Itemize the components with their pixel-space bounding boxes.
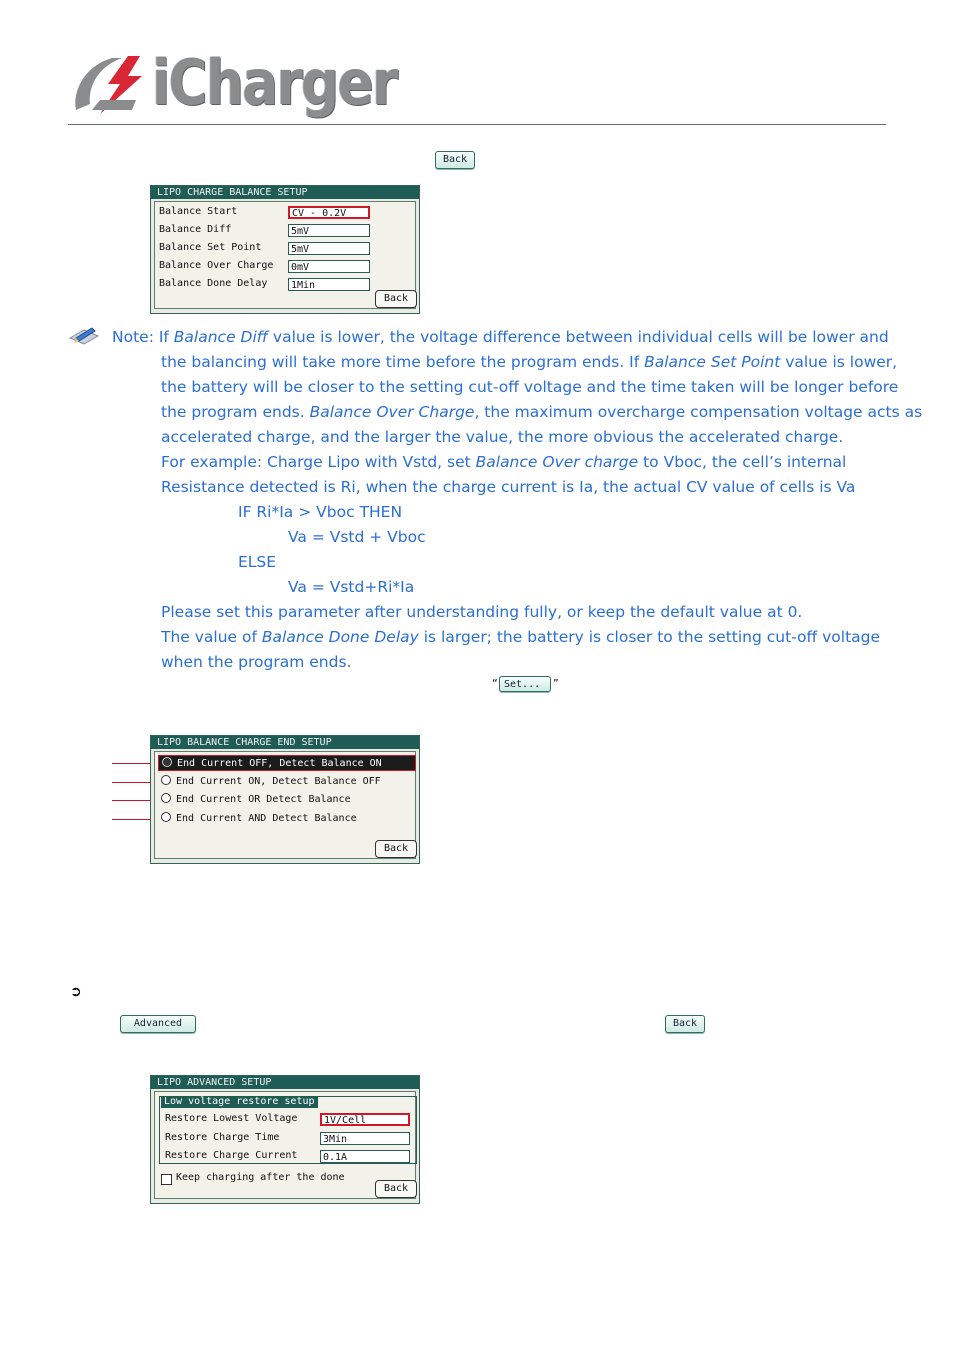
option-label: End Current AND Detect Balance [176,813,357,824]
balance-diff-label: Balance Diff [159,224,232,235]
term-balance-over-charge: Balance Over Charge [309,403,475,421]
radio-icon [161,812,171,822]
balance-start-label: Balance Start [159,206,238,217]
panel-title: LIPO CHARGE BALANCE SETUP [151,186,419,199]
restore-charge-current-label: Restore Charge Current [165,1150,298,1161]
advanced-setup-panel [150,1075,420,1204]
note-line-14: when the program ends. [161,653,352,671]
note-line-5: accelerated charge, and the larger the value, the more obvious the accelerated charge. [161,428,844,446]
panel-title: LIPO BALANCE CHARGE END SETUP [151,736,419,749]
note-text: the program ends. [161,403,310,421]
note-line-4 [161,400,922,425]
keep-charging-checkbox[interactable] [161,1174,172,1185]
term-balance-over-charge-2: Balance Over charge [475,453,639,471]
keep-charging-label: Keep charging after the done [176,1172,345,1183]
note-text: to Vboc, the cell’s internal [638,453,847,471]
radio-icon [162,757,172,767]
note-line-2 [161,350,897,375]
note-line-3: the battery will be closer to the setting cut-off voltage and the time taken will be longer before [161,378,899,396]
logo-wordmark: iCharger [152,46,397,119]
balance-set-point-field[interactable]: 5mV [288,242,370,255]
note-text: The value of [161,628,262,646]
panel-back-button[interactable]: Back [375,1180,417,1198]
restore-group-title: Low voltage restore setup [161,1096,318,1108]
term-balance-diff: Balance Diff [173,328,268,346]
restore-charge-time-field[interactable]: 3Min [320,1132,410,1145]
balance-diff-field[interactable]: 5mV [288,224,370,237]
panel-back-button[interactable]: Back [375,840,417,858]
note-line-9: Va = Vstd + Vboc [288,528,426,546]
panel-body [154,201,416,309]
note-text: For example: Charge Lipo with Vstd, set [161,453,476,471]
note-line-7: Resistance detected is Ri, when the charge current is Ia, the actual CV value of cells is Va [161,478,856,496]
panel-title: LIPO ADVANCED SETUP [151,1076,419,1089]
arrow-bullet-icon: ➲ [70,984,82,1000]
note-line-13 [161,625,880,650]
set-reference [492,676,498,692]
note-text: value is lower, the voltage difference between individual cells will be lower and [267,328,889,346]
note-line-10: ELSE [238,553,277,571]
option-label: End Current OFF, Detect Balance ON [177,758,382,769]
term-balance-set-point: Balance Set Point [644,353,781,371]
end-option-2[interactable] [158,774,416,790]
panel-body [154,1091,416,1199]
radio-icon [161,775,171,785]
note-line-8: IF Ri*Ia > Vboc THEN [238,503,403,521]
note-pencil-icon [68,324,100,346]
note-line-12: Please set this parameter after understanding fully, or keep the default value at 0. [161,603,803,621]
note-text: is larger; the battery is closer to the setting cut-off voltage [418,628,881,646]
note-prefix: Note: If [112,328,174,346]
restore-charge-current-field[interactable]: 0.1A [320,1150,410,1163]
balance-done-delay-label: Balance Done Delay [159,278,268,289]
back-button[interactable]: Back [435,151,475,169]
set-button[interactable]: Set... [499,676,551,692]
note-line-6 [161,450,846,475]
note-text: value is lower, [780,353,898,371]
set-reference-close [553,676,559,692]
balance-over-charge-label: Balance Over Charge [159,260,274,271]
end-option-4[interactable] [158,811,416,827]
panel-body [154,751,416,859]
note-line-11: Va = Vstd+Ri*Ia [288,578,415,596]
panel-back-button[interactable]: Back [375,290,417,308]
lightning-logo-icon [70,52,150,118]
note-text: , the maximum overcharge compensation voltage acts as [474,403,923,421]
icharger-logo [70,46,415,119]
note-line-1 [112,325,889,350]
radio-icon [161,793,171,803]
restore-lowest-voltage-field[interactable]: 1V/Cell [320,1113,410,1126]
advanced-button[interactable]: Advanced [120,1015,196,1033]
option-label: End Current ON, Detect Balance OFF [176,776,381,787]
balance-set-point-label: Balance Set Point [159,242,262,253]
header-rule [68,124,886,125]
balance-over-charge-field[interactable]: 0mV [288,260,370,273]
back-button-2[interactable]: Back [665,1015,705,1033]
term-balance-done-delay: Balance Done Delay [261,628,419,646]
option-label: End Current OR Detect Balance [176,794,351,805]
open-quote: “ [492,677,498,690]
end-setup-panel [150,735,420,864]
restore-lowest-voltage-label: Restore Lowest Voltage [165,1113,298,1124]
restore-charge-time-label: Restore Charge Time [165,1132,280,1143]
balance-setup-panel [150,185,420,314]
close-quote: ” [553,677,559,690]
end-option-3[interactable] [158,792,416,808]
balance-start-field[interactable]: CV - 0.2V [288,206,370,219]
note-text: the balancing will take more time before the program ends. If [161,353,645,371]
balance-done-delay-field[interactable]: 1Min [288,278,370,291]
end-option-1[interactable] [158,755,416,771]
